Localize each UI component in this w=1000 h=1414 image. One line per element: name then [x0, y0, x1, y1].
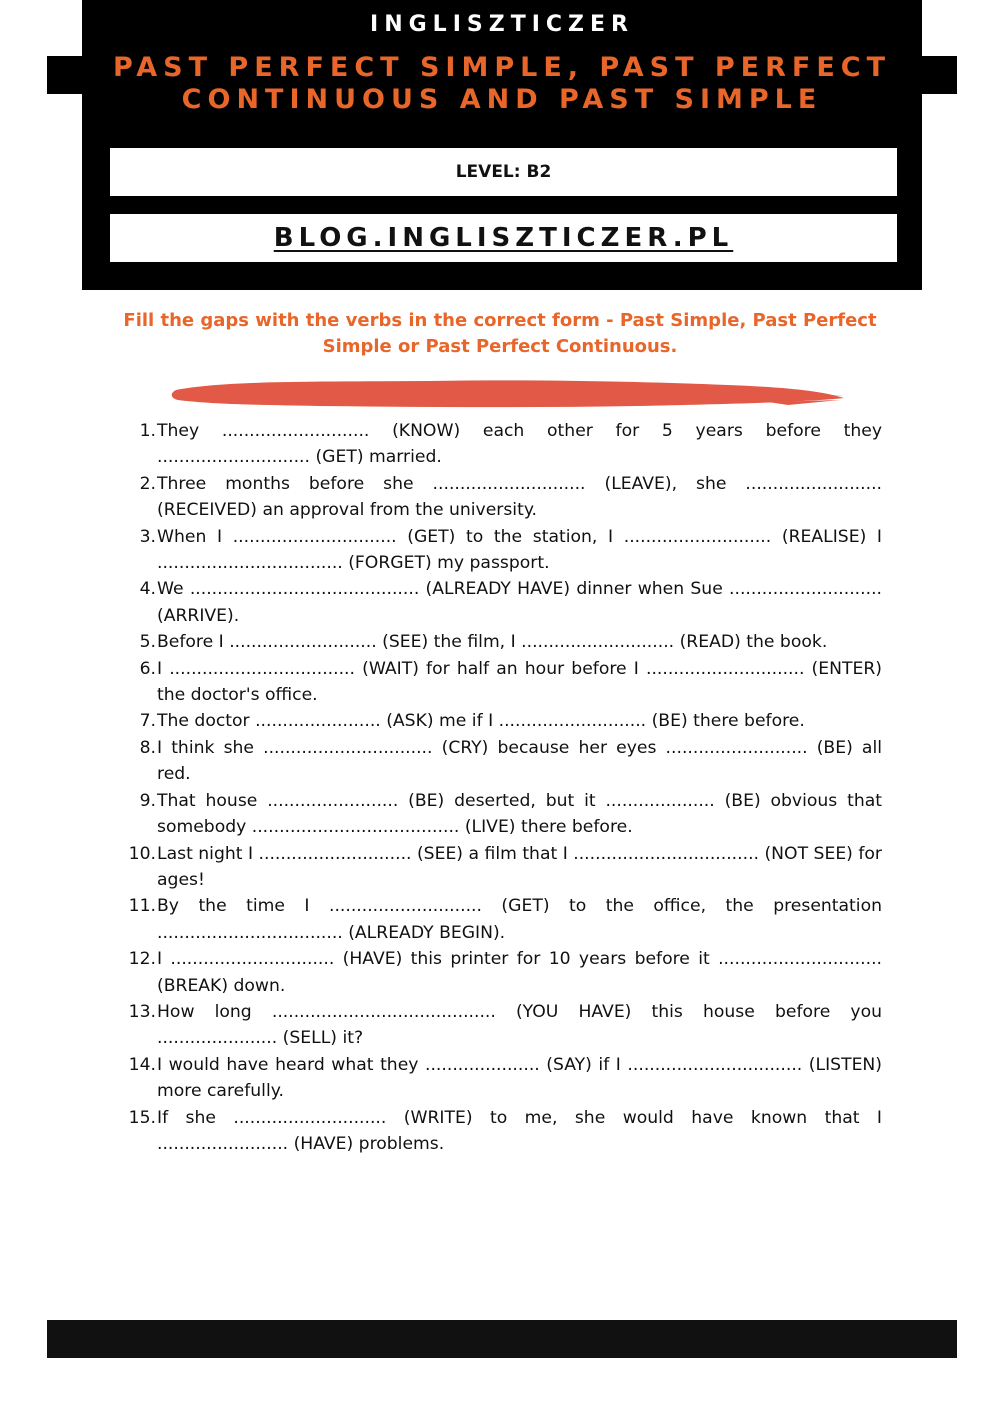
exercise-text: Last night I ............................ (SEE) a film that I .................................. (NOT SEE) for ages!: [157, 843, 882, 890]
exercise-item: [126, 893, 882, 946]
brush-stroke-divider: [168, 376, 848, 412]
header-side-bar-left: [47, 56, 87, 94]
exercise-text: They ........................... (KNOW) each other for 5 years before they ............................ (GET) married.: [157, 421, 882, 468]
exercise-list: [126, 418, 882, 1157]
worksheet-title: [82, 52, 922, 116]
exercise-item: [126, 629, 882, 655]
exercise-item: [126, 841, 882, 894]
exercise-text: The doctor ....................... (ASK) me if I ........................... (BE) there before.: [157, 711, 805, 732]
exercise-item: [126, 708, 882, 734]
exercise-number: 1.: [139, 421, 156, 441]
blog-url: BLOG.INGLISZTICZER.PL: [273, 223, 734, 253]
instruction-text: Fill the gaps with the verbs in the correct form - Past Simple, Past Perfect Simple or Past Perfect Continuous.: [123, 310, 877, 357]
exercise-number: 8.: [139, 737, 156, 758]
exercise-number: 9.: [139, 790, 156, 811]
exercise-text: Three months before she ............................ (LEAVE), she ......................... (RECEIVED) an approval from the university.: [157, 473, 882, 521]
exercise-number: 14.: [128, 1054, 156, 1075]
brand-name: INGLISZTICZER: [370, 12, 634, 37]
exercise-text: That house ........................ (BE) deserted, but it .................... (BE) obvious that somebody ...................................... (LIVE) there before.: [157, 790, 882, 838]
exercise-number: 2.: [139, 473, 156, 494]
exercise-number: 3.: [139, 526, 156, 547]
exercise-item: [126, 471, 882, 524]
exercise-text: We .......................................... (ALREADY HAVE) dinner when Sue ............................ (ARRIVE).: [157, 579, 882, 626]
exercise-text: I .............................. (HAVE) this printer for 10 years before it .............................. (BREAK) down.: [157, 949, 882, 996]
exercise-item: [126, 1105, 882, 1158]
exercise-text: How long ......................................... (YOU HAVE) this house before you ...................... (SELL) it?: [157, 1001, 882, 1049]
exercise-number: 12.: [128, 949, 156, 970]
exercise-text: When I .............................. (GET) to the station, I ........................... (REALISE) I .................................. (FORGET) my passport.: [157, 526, 882, 574]
level-box: [110, 148, 897, 196]
exercise-number: 15.: [128, 1107, 156, 1128]
title-line-1: PAST PERFECT SIMPLE, PAST PERFECT: [112, 52, 892, 83]
exercise-text: I .................................. (WAIT) for half an hour before I ............................. (ENTER) the doctor's office.: [157, 658, 882, 706]
exercise-text: I would have heard what they ..................... (SAY) if I ................................ (LISTEN) more carefully.: [157, 1054, 882, 1102]
exercise-item: [126, 576, 882, 629]
exercise-item: [126, 999, 882, 1052]
exercise-text: By the time I ............................ (GET) to the office, the presentation .................................. (ALREADY BEGIN).: [157, 896, 882, 943]
title-line-2: CONTINUOUS AND PAST SIMPLE: [181, 84, 823, 115]
exercise-number: 5.: [139, 632, 156, 653]
header: [82, 0, 922, 290]
exercise-item: [126, 418, 882, 471]
exercise-item: [126, 1052, 882, 1105]
pens-illustration: [0, 1180, 1000, 1414]
exercise-text: Before I ........................... (SEE) the film, I ............................ (READ) the book.: [157, 632, 828, 653]
exercise-item: [126, 788, 882, 841]
exercise-number: 7.: [139, 711, 156, 732]
exercise-item: [126, 946, 882, 999]
exercise-item: [126, 524, 882, 577]
exercise-text: If she ............................ (WRITE) to me, she would have known that I ........................ (HAVE) problems.: [157, 1107, 882, 1154]
level-label: LEVEL: B2: [455, 162, 552, 182]
url-box: [110, 214, 897, 262]
exercise-number: 13.: [128, 1001, 156, 1022]
exercise-number: 4.: [139, 579, 156, 600]
exercise-number: 6.: [139, 658, 156, 679]
exercise-item: [126, 656, 882, 709]
exercise-number: 10.: [128, 843, 156, 864]
exercise-item: [126, 735, 882, 788]
exercise-number: 11.: [128, 896, 156, 917]
exercise-text: I think she ............................... (CRY) because her eyes .......................... (BE) all red.: [157, 737, 882, 785]
